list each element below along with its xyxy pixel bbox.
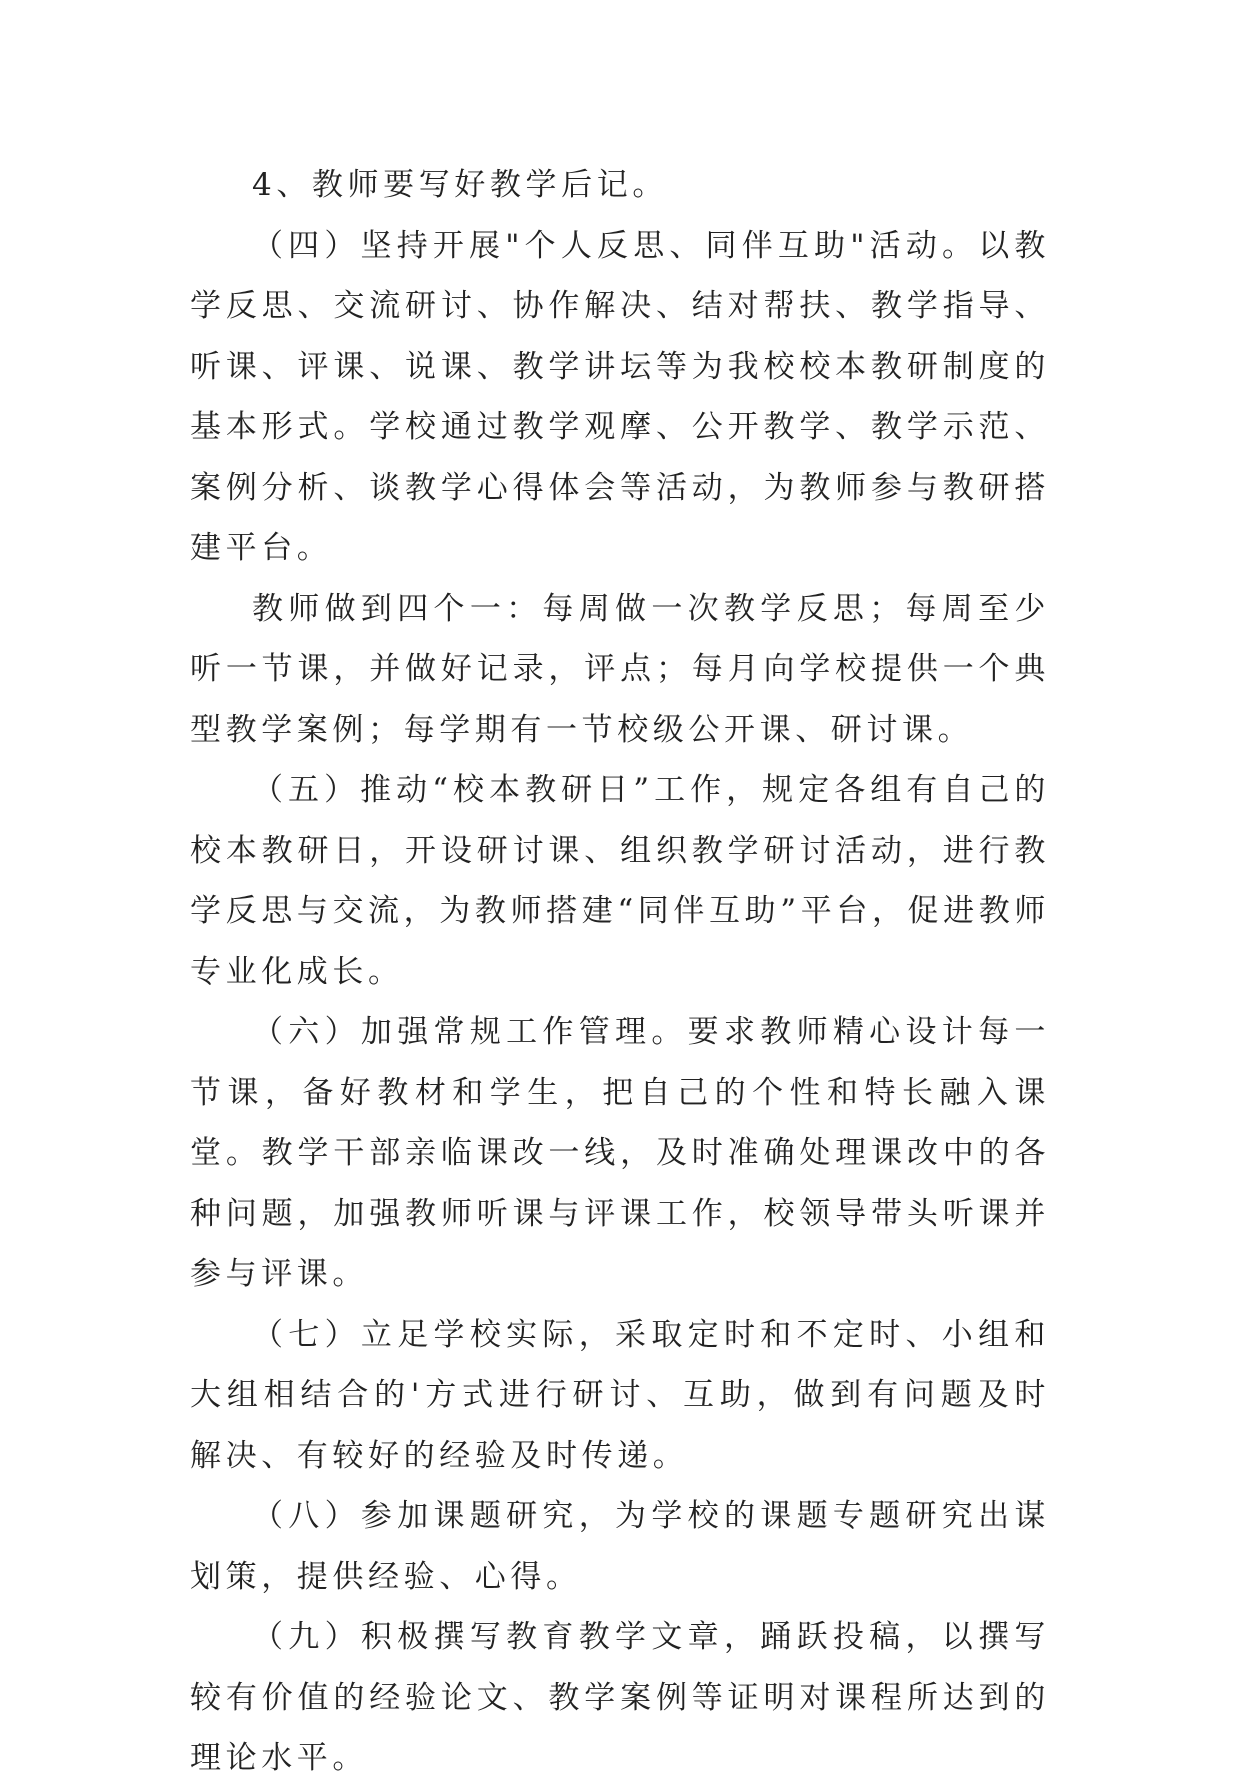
paragraph-reflection-mutual-aid: （四）坚持开展"个人反思、同伴互助"活动。以教学反思、交流研讨、协作解决、结对帮扶、教学指导、听课、评课、说课、教学讲坛等为我校校本教研制度的基本形式。学校通过教学观摩、公开教学、教学示范、案例分析、谈教学心得体会等活动，为教师参与教研搭建平台。 xyxy=(190,227,1050,566)
paragraph-teaching-notes: 4、教师要写好教学后记。 xyxy=(252,167,668,203)
paragraph-writing-articles: （九）积极撰写教育教学文章，踊跃投稿，以撰写较有价值的经验论文、教学案例等证明对课程所达到的理论水平。 xyxy=(190,1619,1050,1776)
document-body xyxy=(190,155,1050,1789)
paragraph-school-practice: （七）立足学校实际，采取定时和不定时、小组和大组相结合的'方式进行研讨、互助，做到有问题及时解决、有较好的经验及时传递。 xyxy=(190,1316,1050,1474)
paragraph-four-ones: 教师做到四个一：每周做一次教学反思；每周至少听一节课，并做好记录，评点；每月向学校提供一个典型教学案例；每学期有一节校级公开课、研讨课。 xyxy=(190,590,1050,748)
paragraph-research-day: （五）推动“校本教研日”工作，规定各组有自己的校本教研日，开设研讨课、组织教学研讨活动，进行教学反思与交流，为教师搭建“同伴互助”平台，促进教师专业化成长。 xyxy=(190,772,1050,990)
paragraph-topic-research: （八）参加课题研究，为学校的课题专题研究出谋划策，提供经验、心得。 xyxy=(190,1498,1050,1595)
paragraph-routine-management: （六）加强常规工作管理。要求教师精心设计每一节课，备好教材和学生，把自己的个性和特长融入课堂。教学干部亲临课改一线，及时准确处理课改中的各种问题，加强教师听课与评课工作，校领导带头听课并参与评课。 xyxy=(190,1014,1050,1292)
